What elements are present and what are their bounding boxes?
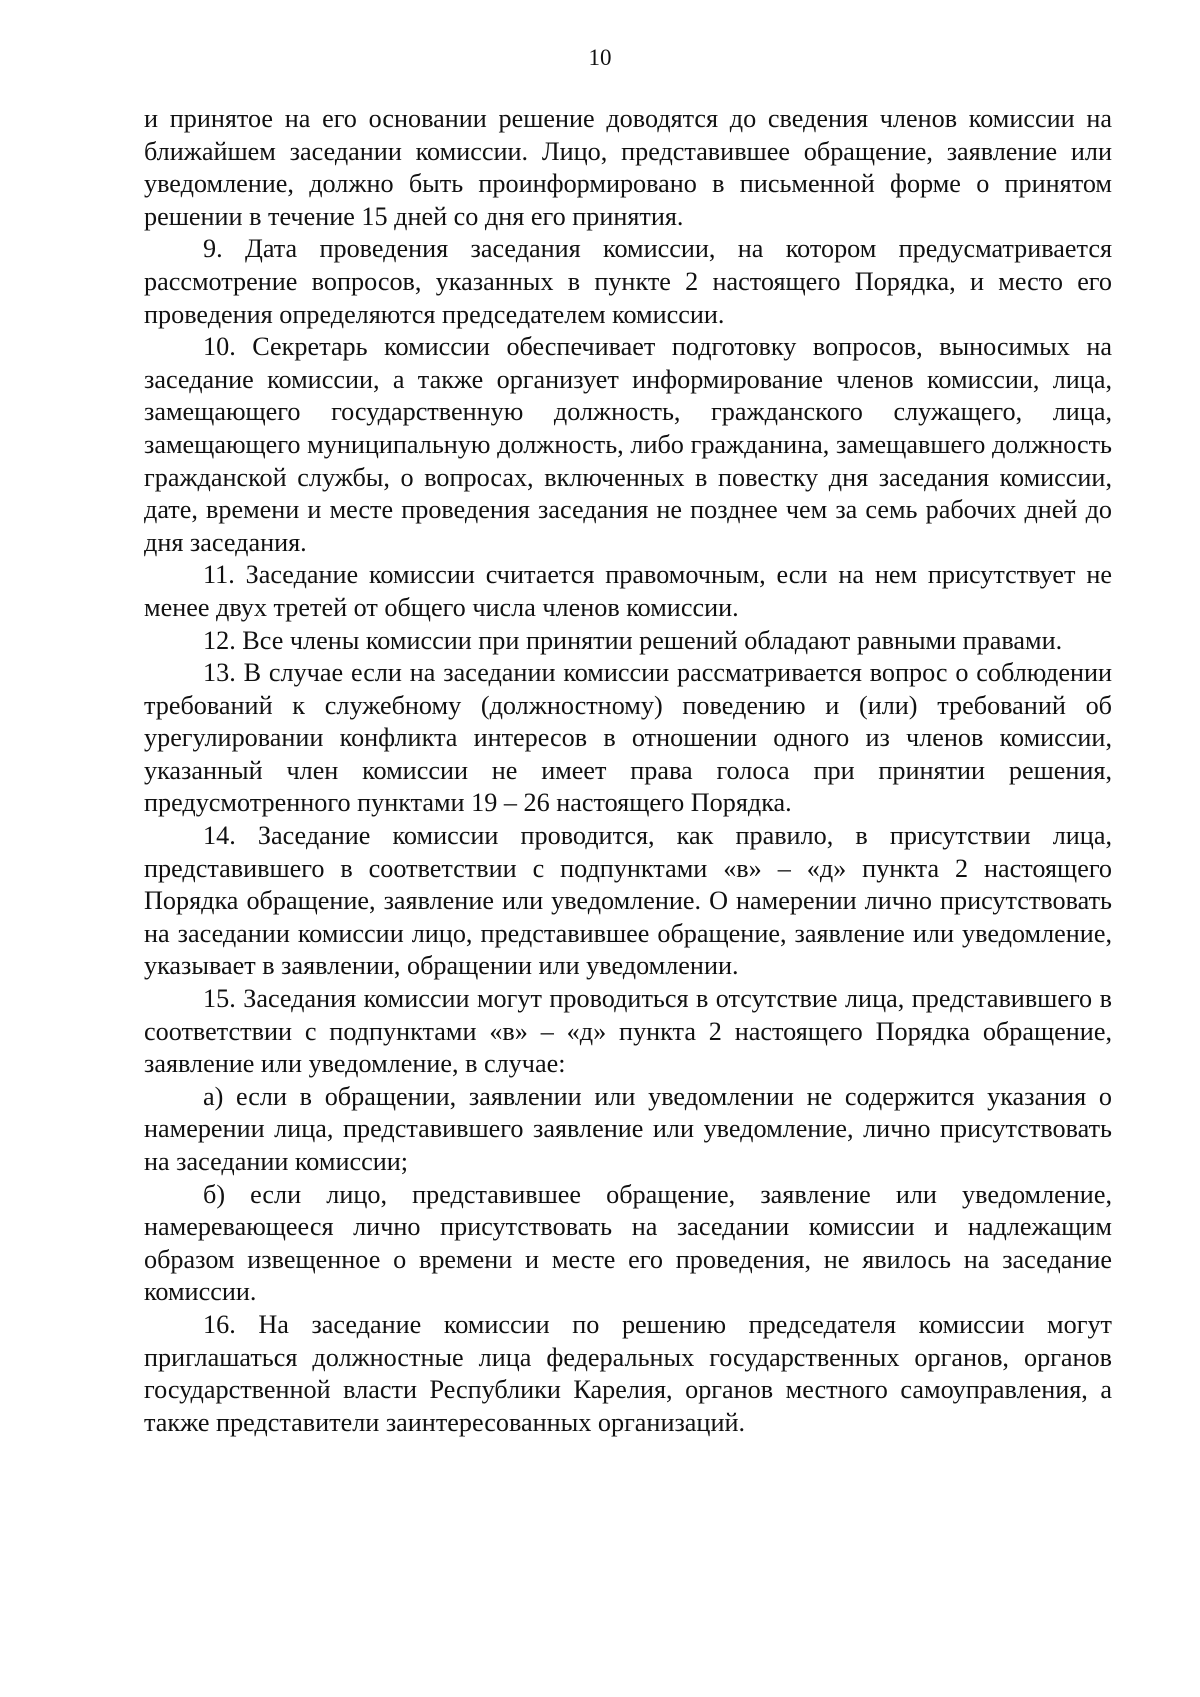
paragraph-item-15: 15. Заседания комиссии могут проводиться в отсутствие лица, представившего в соответствии с подпунктами «в» – «д» пункта 2 настоящего Порядка обращение, заявление или уведомление, в случае: (144, 984, 1112, 1079)
paragraph-continuation: и принятое на его основании решение доводятся до сведения членов комиссии на ближайшем заседании комиссии. Лицо, представившее обращение, заявление или уведомление, должно быть проинформировано в письменной форме о принятом решении в течение 15 дней со дня его принятия. (144, 104, 1112, 231)
paragraph-item-9: 9. Дата проведения заседания комиссии, на котором предусматривается рассмотрение вопросов, указанных в пункте 2 настоящего Порядка, и место его проведения определяются председателем комиссии. (144, 234, 1112, 329)
page-number: 10 (588, 45, 612, 70)
paragraph-subitem-b: б) если лицо, представившее обращение, заявление или уведомление, намеревающееся лично присутствовать на заседании комиссии и надлежащим образом извещенное о времени и месте его проведения, не явилось на заседание комиссии. (144, 1179, 1112, 1307)
paragraph-subitem-a: а) если в обращении, заявлении или уведомлении не содержится указания о намерении лица, представившего заявление или уведомление, лично присутствовать на заседании комиссии; (144, 1081, 1112, 1176)
paragraph-item-14: 14. Заседание комиссии проводится, как правило, в присутствии лица, представившего в соответствии с подпунктами «в» – «д» пункта 2 настоящего Порядка обращение, заявление или уведомление. О намерении лично присутствовать на заседании комиссии лицо, представившее обращение, заявление или уведомление, указывает в заявлении, обращении или уведомлении. (144, 821, 1112, 981)
paragraph-item-16: 16. На заседание комиссии по решению председателя комиссии могут приглашаться должностные лица федеральных государственных органов, органов государственной власти Республики Карелия, органов местного самоуправления, а также представители заинтересованных организаций. (144, 1309, 1112, 1437)
paragraph-item-11: 11. Заседание комиссии считается правомочным, если на нем присутствует не менее двух третей от общего числа членов комиссии. (144, 560, 1112, 622)
paragraph-item-12: 12. Все члены комиссии при принятии решений обладают равными правами. (203, 625, 1063, 655)
document-body (144, 103, 1112, 1439)
paragraph-item-10: 10. Секретарь комиссии обеспечивает подготовку вопросов, выносимых на заседание комиссии, а также организует информирование членов комиссии, лица, замещающего государственную должность, гражданского служащего, лица, замещающего муниципальную должность, либо гражданина, замещавшего должность гражданской службы, о вопросах, включенных в повестку дня заседания комиссии, дате, времени и месте проведения заседания не позднее чем за семь рабочих дней до дня заседания. (144, 332, 1112, 557)
paragraph-item-13: 13. В случае если на заседании комиссии рассматривается вопрос о соблюдении требований к служебному (должностному) поведению и (или) требований об урегулировании конфликта интересов в отношении одного из членов комиссии, указанный член комиссии не имеет права голоса при принятии решения, предусмотренного пунктами 19 – 26 настоящего Порядка. (144, 658, 1112, 818)
